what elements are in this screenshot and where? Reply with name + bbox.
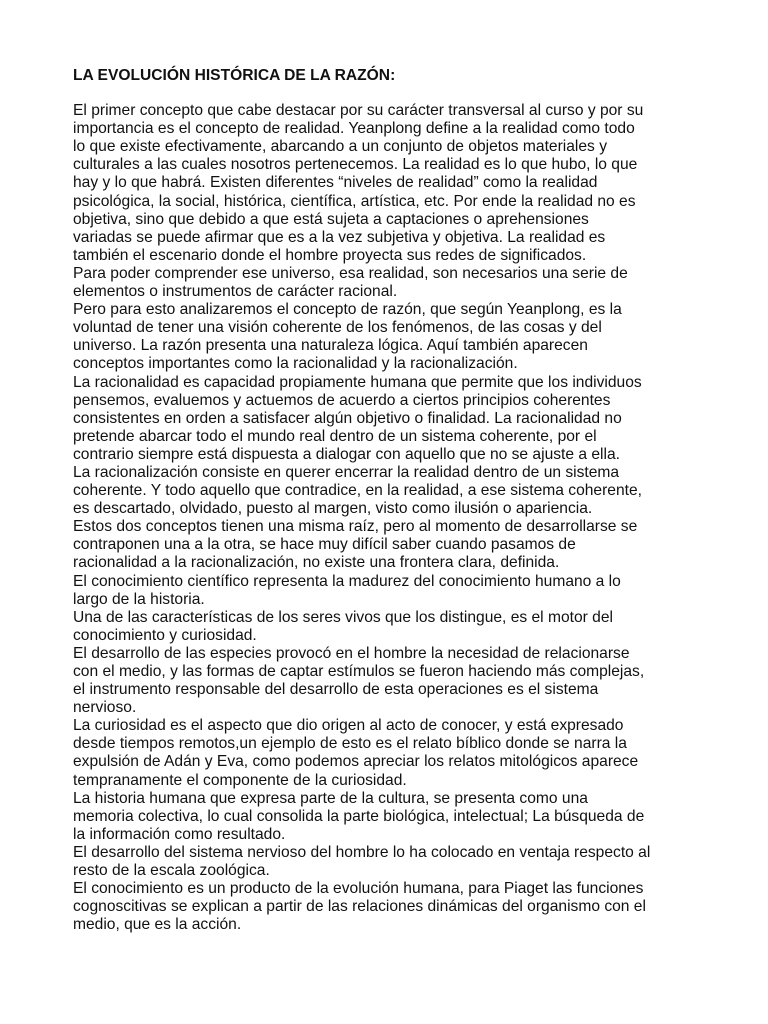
document-body bbox=[73, 67, 703, 934]
paragraph-line: resto de la escala zoológica. bbox=[73, 862, 270, 880]
document-title: LA EVOLUCIÓN HISTÓRICA DE LA RAZÓN: bbox=[73, 67, 396, 84]
paragraph-line: importancia es el concepto de realidad. Yeanplong define a la realidad como todo bbox=[73, 120, 635, 138]
paragraph-line: elementos o instrumentos de carácter racional. bbox=[73, 283, 398, 301]
paragraph-line: largo de la historia. bbox=[73, 590, 205, 608]
paragraph-line: expulsión de Adán y Eva, como podemos apreciar los relatos mitológicos aparece bbox=[73, 753, 639, 771]
paragraph-line: cognoscitivas se explican a partir de las relaciones dinámicas del organismo con el bbox=[73, 898, 646, 916]
paragraph-line: El conocimiento científico representa la madurez del conocimiento humano a lo bbox=[73, 572, 621, 590]
paragraph-line: conocimiento y curiosidad. bbox=[73, 626, 257, 644]
paragraph bbox=[73, 880, 703, 934]
paragraph-line: coherente. Y todo aquello que contradice, en la realidad, a ese sistema coherente, bbox=[73, 482, 642, 500]
paragraph-line: racionalidad a la racionalización, no existe una frontera clara, definida. bbox=[73, 554, 560, 572]
paragraph-line: lo que existe efectivamente, abarcando a un conjunto de objetos materiales y bbox=[73, 138, 607, 156]
paragraph bbox=[73, 518, 703, 572]
paragraph-line: conceptos importantes como la racionalidad y la racionalización. bbox=[73, 355, 518, 373]
paragraph-line: Estos dos conceptos tienen una misma raíz, pero al momento de desarrollarse se bbox=[73, 518, 638, 536]
paragraph-list bbox=[73, 102, 703, 934]
paragraph-line: el instrumento responsable del desarrollo de esta operaciones es el sistema bbox=[73, 681, 599, 699]
paragraph-line: Una de las características de los seres vivos que los distingue, es el motor del bbox=[73, 608, 613, 626]
paragraph-line: El primer concepto que cabe destacar por su carácter transversal al curso y por su bbox=[73, 102, 644, 120]
paragraph-line: variadas se puede afirmar que es a la vez subjetiva y objetiva. La realidad es bbox=[73, 228, 606, 246]
paragraph-line: objetiva, sino que debido a que está sujeta a captaciones o aprehensiones bbox=[73, 210, 589, 228]
paragraph bbox=[73, 102, 703, 265]
paragraph-line: Pero para esto analizaremos el concepto de razón, que según Yeanplong, es la bbox=[73, 301, 622, 319]
paragraph-line: culturales a las cuales nosotros pertenecemos. La realidad es lo que hubo, lo que bbox=[73, 156, 638, 174]
paragraph-line: medio, que es la acción. bbox=[73, 916, 242, 934]
paragraph bbox=[73, 464, 703, 518]
paragraph-line: nervioso. bbox=[73, 699, 137, 717]
paragraph-line: consistentes en orden a satisfacer algún objetivo o finalidad. La racionalidad no bbox=[73, 409, 622, 427]
paragraph-line: universo. La razón presenta una naturaleza lógica. Aquí también aparecen bbox=[73, 337, 588, 355]
paragraph bbox=[73, 609, 703, 645]
paragraph-line: pensemos, evaluemos y actuemos de acuerdo a ciertos principios coherentes bbox=[73, 391, 611, 409]
paragraph-line: El desarrollo de las especies provocó en el hombre la necesidad de relacionarse bbox=[73, 644, 630, 662]
paragraph-line: desde tiempos remotos,un ejemplo de esto es el relato bíblico donde se narra la bbox=[73, 735, 627, 753]
paragraph bbox=[73, 645, 703, 717]
paragraph-line: hay y lo que habrá. Existen diferentes “niveles de realidad” como la realidad bbox=[73, 174, 598, 192]
paragraph-line: La curiosidad es el aspecto que dio origen al acto de conocer, y está expresado bbox=[73, 717, 624, 735]
paragraph bbox=[73, 790, 703, 844]
paragraph bbox=[73, 844, 703, 880]
paragraph bbox=[73, 301, 703, 373]
paragraph-line: La racionalidad es capacidad propiamente humana que permite que los individuos bbox=[73, 373, 642, 391]
paragraph bbox=[73, 374, 703, 464]
paragraph bbox=[73, 573, 703, 609]
paragraph-line: Para poder comprender ese universo, esa realidad, son necesarios una serie de bbox=[73, 264, 628, 282]
paragraph-line: memoria colectiva, lo cual consolida la parte biológica, intelectual; La búsqueda de bbox=[73, 807, 645, 825]
paragraph-line: con el medio, y las formas de captar estímulos se fueron haciendo más complejas, bbox=[73, 663, 645, 680]
paragraph-line: psicológica, la social, histórica, científica, artística, etc. Por ende la realidad no es bbox=[73, 192, 636, 210]
paragraph-line: es descartado, olvidado, puesto al margen, visto como ilusión o apariencia. bbox=[73, 500, 593, 518]
paragraph-line: tempranamente el componente de la curiosidad. bbox=[73, 771, 407, 789]
paragraph-line: La racionalización consiste en querer encerrar la realidad dentro de un sistema bbox=[73, 463, 620, 481]
paragraph-line: voluntad de tener una visión coherente de los fenómenos, de las cosas y del bbox=[73, 319, 602, 337]
paragraph-line: pretende abarcar todo el mundo real dentro de un sistema coherente, por el bbox=[73, 427, 597, 445]
paragraph-line: El desarrollo del sistema nervioso del hombre lo ha colocado en ventaja respecto al bbox=[73, 843, 651, 861]
paragraph-line: contraponen una a la otra, se hace muy difícil saber cuando pasamos de bbox=[73, 536, 576, 554]
paragraph-line: también el escenario donde el hombre proyecta sus redes de significados. bbox=[73, 246, 587, 264]
paragraph-line: El conocimiento es un producto de la evolución humana, para Piaget las funciones bbox=[73, 880, 644, 898]
paragraph-line: La historia humana que expresa parte de la cultura, se presenta como una bbox=[73, 789, 588, 807]
paragraph bbox=[73, 717, 703, 789]
paragraph-line: la información como resultado. bbox=[73, 825, 286, 843]
paragraph-line: contrario siempre está dispuesta a dialogar con aquello que no se ajuste a ella. bbox=[73, 445, 620, 463]
paragraph bbox=[73, 265, 703, 301]
